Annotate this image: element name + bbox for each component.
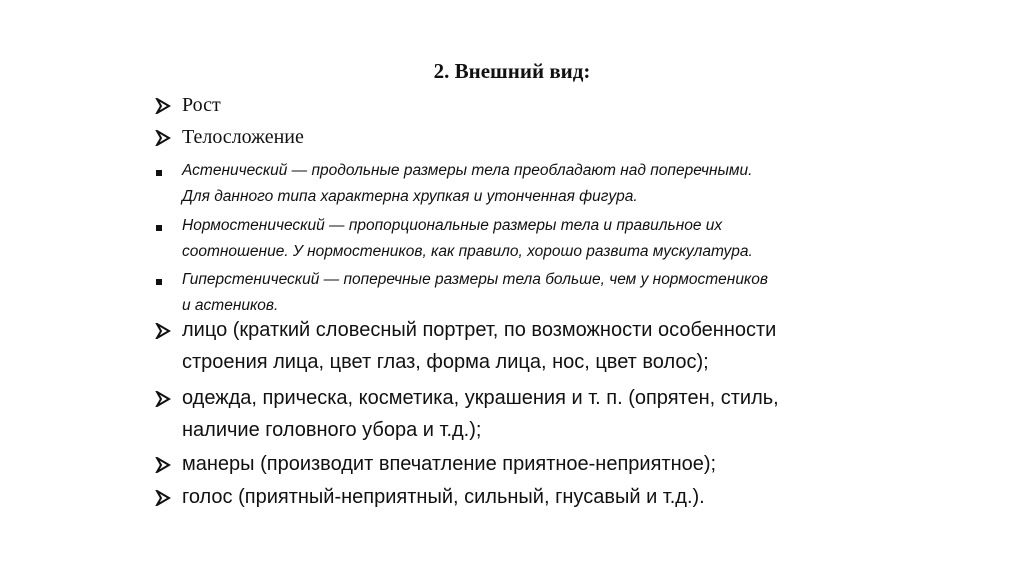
body-type-line: Нормостенический — пропорциональные размеры тела и правильное их (182, 217, 723, 234)
body-type-line: Астенический — продольные размеры тела преобладают над поперечными. (182, 162, 753, 179)
square-bullet-icon (156, 225, 162, 231)
body-type-line: Гиперстенический — поперечные размеры тела больше, чем у нормостеников (182, 271, 768, 288)
feature-line: лицо (краткий словесный портрет, по возможности особенности (182, 319, 777, 341)
body-type-line: и астеников. (182, 297, 279, 314)
body-type-line: Для данного типа характерна хрупкая и утонченная фигура. (182, 188, 638, 205)
body-type-line: соотношение. У нормостеников, как правило, хорошо развита мускулатура. (182, 243, 753, 260)
feature-line: одежда, прическа, косметика, украшения и т. п. (опрятен, стиль, (182, 387, 779, 409)
feature-line: наличие головного убора и т.д.); (182, 419, 482, 441)
arrow-bullet-icon (155, 130, 171, 146)
arrow-bullet-icon (155, 323, 171, 339)
list-item-label: Рост (182, 94, 221, 116)
feature-line: строения лица, цвет глаз, форма лица, нос, цвет волос); (182, 351, 709, 373)
arrow-bullet-icon (155, 457, 171, 473)
arrow-bullet-icon (155, 490, 171, 506)
list-item-label: Телосложение (182, 126, 304, 148)
feature-line: манеры (производит впечатление приятное-неприятное); (182, 453, 717, 475)
square-bullet-icon (156, 279, 162, 285)
arrow-bullet-icon (155, 391, 171, 407)
square-bullet-icon (156, 170, 162, 176)
page-title: 2. Внешний вид: (433, 59, 591, 83)
feature-line: голос (приятный-неприятный, сильный, гнусавый и т.д.). (182, 486, 705, 508)
arrow-bullet-icon (155, 98, 171, 114)
